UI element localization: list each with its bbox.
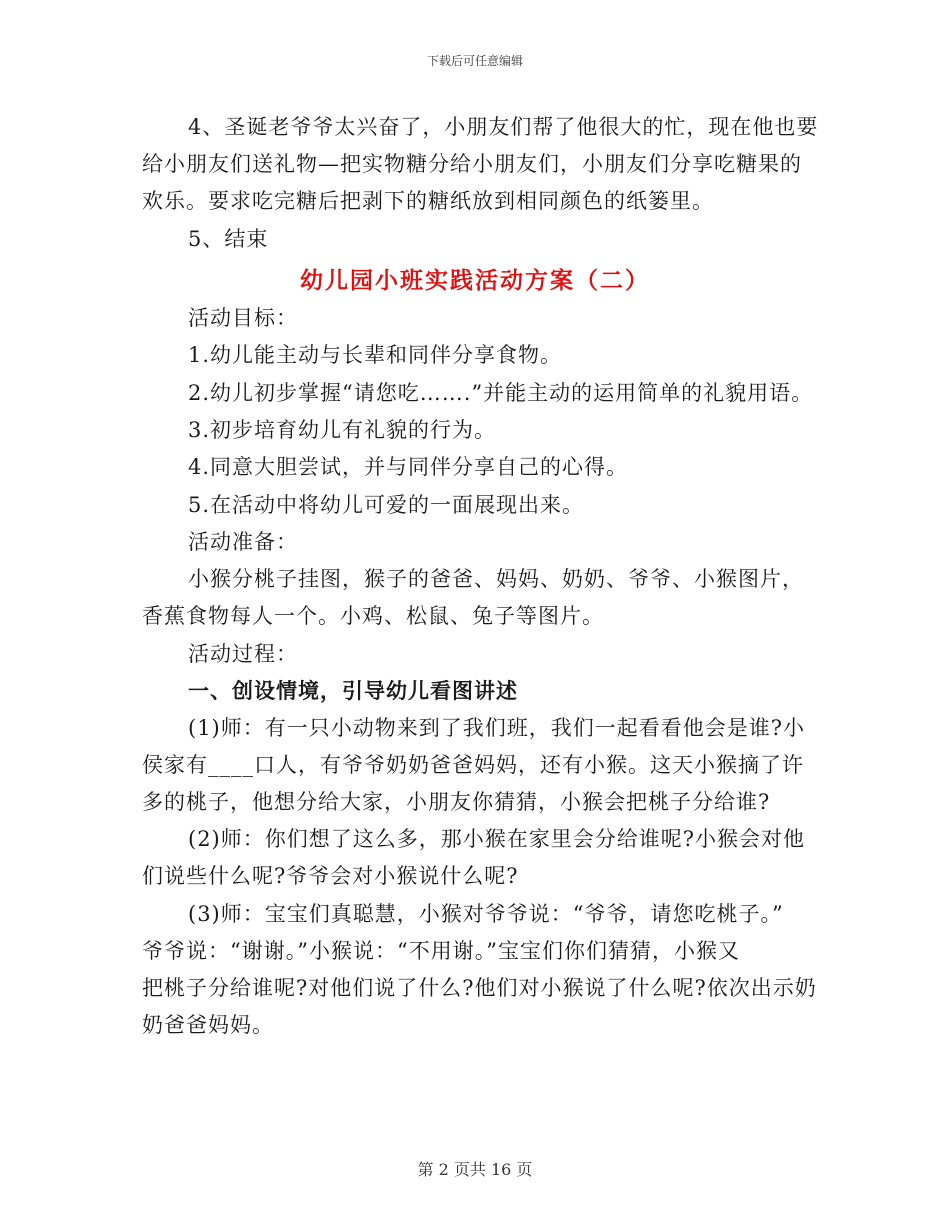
goal-item: 3.初步培育幼儿有礼貌的行为。: [188, 418, 497, 442]
page-header: 下载后可任意编辑: [426, 54, 523, 68]
page-footer: 第 2 页共 16 页: [417, 1160, 533, 1179]
goal-item: 4.同意大胆尝试，并与同伴分享自己的心得。: [188, 455, 629, 479]
goal-item: 1.幼儿能主动与长辈和同伴分享食物。: [188, 343, 563, 367]
goal-item: 2.幼儿初步掌握“请您吃…….”并能主动的运用简单的礼貌用语。: [188, 381, 814, 405]
process-heading: 活动过程：: [188, 642, 298, 666]
goal-item: 5.在活动中将幼儿可爱的一面展现出来。: [188, 493, 585, 517]
process-line: 们说些什么呢?爷爷会对小猴说什么呢?: [142, 864, 519, 888]
process-line: (2)师：你们想了这么多，那小猴在家里会分给谁呢?小猴会对他: [188, 827, 806, 851]
process-line: (1)师：有一只小动物来到了我们班，我们一起看看他会是谁?小: [188, 716, 806, 740]
process-line: 多的桃子，他想分给大家，小朋友你猜猜，小猴会把桃子分给谁?: [142, 790, 771, 814]
goals-heading: 活动目标：: [188, 306, 298, 330]
process-line: 侯家有____口人，有爷爷奶奶爸爸妈妈，还有小猴。这天小猴摘了许: [142, 753, 804, 777]
process-line: 爷爷说：“谢谢。”小猴说：“不用谢。”宝宝们你们猜猜，小猴又: [142, 939, 740, 963]
process-subheading: 一、创设情境，引导幼儿看图讲述: [188, 678, 518, 703]
process-line: 奶爸爸妈妈。: [142, 1013, 274, 1037]
body-line: 欢乐。要求吃完糖后把剥下的糖纸放到相同颜色的纸篓里。: [142, 189, 714, 213]
body-line: 给小朋友们送礼物—把实物糖分给小朋友们，小朋友们分享吃糖果的: [142, 152, 802, 176]
body-line: 4、圣诞老爷爷太兴奋了，小朋友们帮了他很大的忙，现在他也要: [188, 115, 819, 139]
section-title: 幼儿园小班实践活动方案（二）: [300, 267, 650, 294]
body-line: 5、结束: [188, 227, 269, 251]
prep-line: 香蕉食物每人一个。小鸡、松鼠、兔子等图片。: [142, 604, 604, 628]
process-line: 把桃子分给谁呢?对他们说了什么?他们对小猴说了什么呢?依次出示奶: [142, 976, 817, 1000]
process-line: (3)师：宝宝们真聪慧，小猴对爷爷说：“爷爷，请您吃桃子。”: [188, 902, 784, 926]
prep-heading: 活动准备：: [188, 530, 298, 554]
prep-line: 小猴分桃子挂图，猴子的爸爸、妈妈、奶奶、爷爷、小猴图片，: [188, 567, 804, 591]
